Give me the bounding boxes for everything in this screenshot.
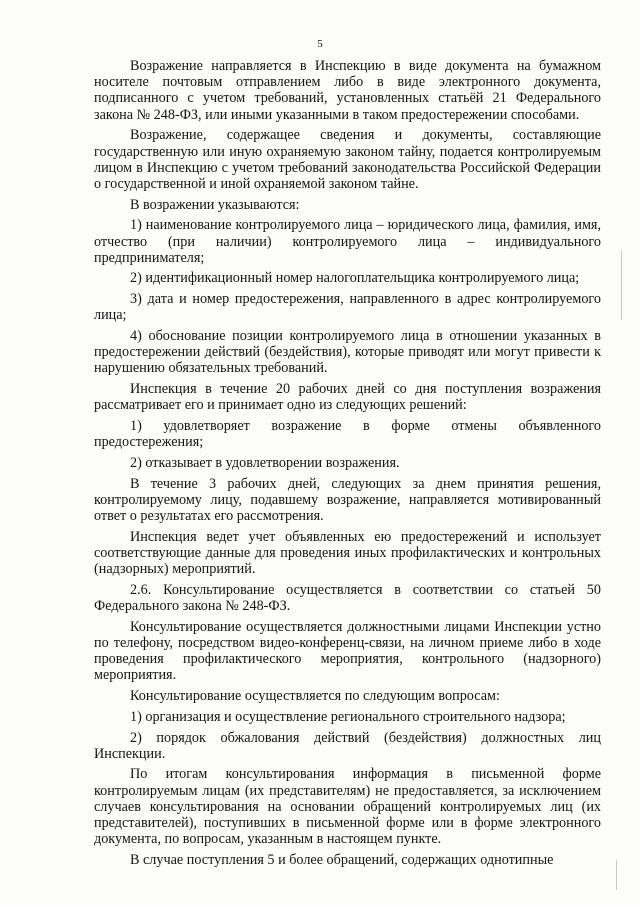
paragraph-section-2-6: 2.6. Консультирование осуществляется в соответствии со статьей 50 Федерального закона № 248-ФЗ.: [94, 581, 601, 615]
paragraph-consulting-results: По итогам консультирования информация в письменной форме контролируемым лицам (их представителям) не предоставляется, за исключением случаев консультирования на основании обращений контролируемых лиц (их представителей), поступивших в письменной форме или в форме электронного документа, по вопросам, указанным в настоящем пункте.: [94, 766, 601, 848]
paragraph-objection-contents-intro: В возражении указываются:: [130, 196, 300, 213]
scan-edge-mark: [616, 860, 617, 890]
list-item-reject: 2) отказывает в удовлетворении возражения.: [130, 454, 400, 471]
list-item-inn: 2) идентификационный номер налогоплательщика контролируемого лица;: [130, 270, 580, 287]
list-item-satisfy: 1) удовлетворяет возражение в форме отмены объявленного предостережения;: [94, 418, 601, 451]
paragraph-accounting: Инспекция ведет учет объявленных ею предостережений и использует соответствующие данные для проведения иных профилактических и контрольных (надзорных) мероприятий.: [94, 528, 601, 578]
list-item-date-number: 3) дата и номер предостережения, направленного в адрес контролируемого лица;: [94, 291, 601, 324]
paragraph-objection-secret: Возражение, содержащее сведения и документы, составляющие государственную или иную охраняемую законом тайну, подается контролируемым лицом в Инспекцию с учетом требований законодательства Российской Федерации о государственной и иной охраняемой законом тайне.: [94, 127, 601, 192]
list-item-appeal: 2) порядок обжалования действий (бездействия) должностных лиц Инспекции.: [94, 729, 601, 762]
paragraph-consulting-method: Консультирование осуществляется должностными лицами Инспекции устно по телефону, посредством видео-конференц-связи, на личном приеме либо в ходе проведения профилактического мероприятия, контрольного (надзорного) мероприятия.: [94, 618, 601, 684]
paragraph-similar-requests: В случае поступления 5 и более обращений, содержащих однотипные: [130, 851, 554, 868]
scan-edge-mark: [621, 250, 622, 320]
list-item-position: 4) обоснование позиции контролируемого лица в отношении указанных в предостережении действий (бездействия), которые приводят или могут привести к нарушению обязательных требований.: [94, 328, 601, 377]
page-number: 5: [317, 38, 323, 50]
paragraph-consulting-questions-intro: Консультирование осуществляется по следующим вопросам:: [130, 688, 500, 705]
paragraph-review-term: Инспекция в течение 20 рабочих дней со дня поступления возражения рассматривает его и принимает одно из следующих решений:: [94, 381, 601, 414]
list-item-organization: 1) организация и осуществление регионального строительного надзора;: [130, 708, 566, 725]
paragraph-objection-submission: Возражение направляется в Инспекцию в виде документа на бумажном носителе почтовым отправлением либо в виде электронного документа, подписанного с учетом требований, установленных статьёй 21 Федерального закона № 248-ФЗ, или иными указанными в таком предостережении способами.: [94, 58, 601, 123]
document-body: [94, 58, 601, 873]
paragraph-answer: В течение 3 рабочих дней, следующих за днем принятия решения, контролируемому лицу, подавшему возражение, направляется мотивированный ответ о результатах его рассмотрения.: [94, 475, 601, 525]
list-item-name: 1) наименование контролируемого лица – юридического лица, фамилия, имя, отчество (при наличии) контролируемого лица – индивидуального предпринимателя;: [94, 217, 601, 266]
